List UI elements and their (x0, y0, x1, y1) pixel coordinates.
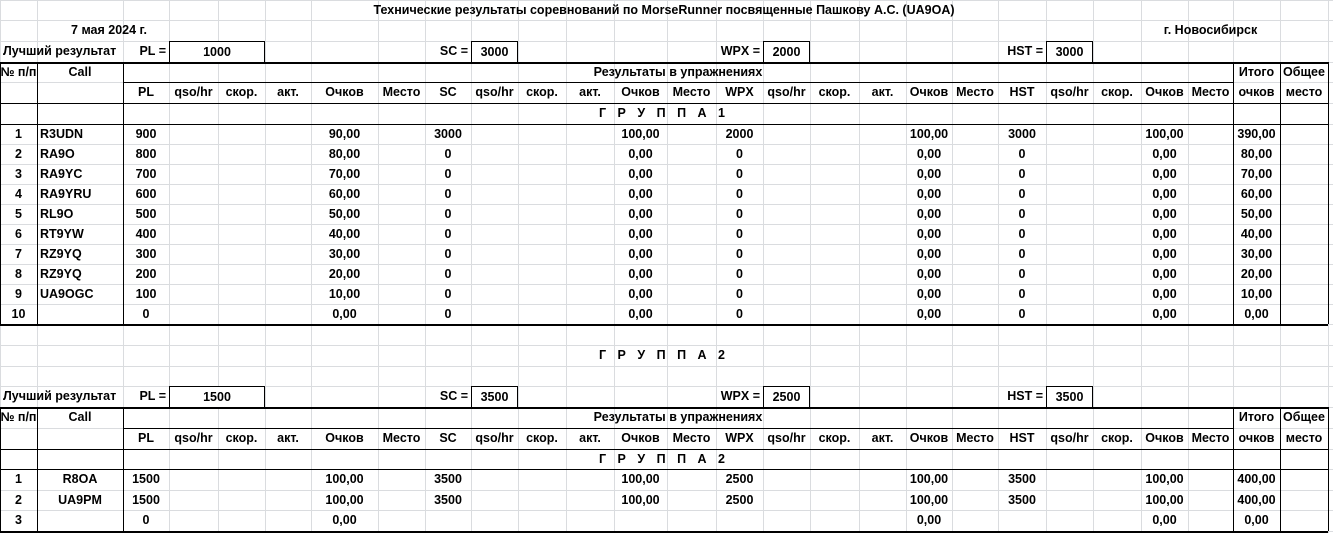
row-number[interactable]: 6 (15, 226, 22, 241)
wpx-eq-label[interactable]: WPX = (720, 389, 760, 404)
row-sc[interactable]: 0 (444, 266, 452, 281)
row-wpx[interactable]: 0 (736, 246, 743, 261)
col-header-sub[interactable]: скор. (225, 85, 258, 100)
row-number[interactable]: 7 (15, 246, 22, 261)
row-sc-points[interactable]: 0,00 (628, 306, 653, 321)
row-sc[interactable] (425, 510, 471, 531)
row-sc-points[interactable]: 0,00 (628, 146, 653, 161)
col-header-sub[interactable]: Очков (621, 85, 660, 100)
row-total[interactable]: 20,00 (1240, 266, 1273, 281)
col-header-sub[interactable]: Очков (1145, 85, 1184, 100)
pl-eq-label[interactable]: PL = (139, 44, 166, 59)
col-header-sub[interactable]: акт. (579, 431, 601, 446)
col-header-call[interactable]: Call (68, 64, 92, 79)
date-label[interactable]: 7 мая 2024 г. (71, 23, 147, 38)
row-wpx-points[interactable]: 0,00 (916, 226, 942, 241)
best-result-label[interactable]: Лучший результат (3, 44, 117, 59)
group-2-heading[interactable]: Г Р У П П А 2 (599, 348, 729, 363)
col-header-sub[interactable]: скор. (225, 431, 258, 446)
row-pl-points[interactable]: 30,00 (328, 246, 361, 261)
row-total[interactable]: 400,00 (1237, 472, 1276, 487)
col-header-sub[interactable]: HST (1009, 85, 1035, 100)
row-wpx-points[interactable]: 0,00 (916, 146, 942, 161)
row-wpx[interactable]: 2500 (725, 472, 754, 487)
row-pl[interactable]: 0 (142, 306, 150, 321)
col-header-sub[interactable]: qso/hr (174, 431, 213, 446)
row-hst-points[interactable]: 0,00 (1152, 513, 1177, 528)
row-pl-points[interactable]: 90,00 (328, 126, 361, 141)
row-hst[interactable]: 0 (1018, 266, 1026, 281)
row-call[interactable]: RZ9YQ (40, 266, 82, 281)
col-header-sub[interactable]: Место (382, 431, 421, 446)
col-header-sub[interactable]: акт. (277, 85, 299, 100)
row-number[interactable]: 1 (15, 472, 22, 487)
row-hst[interactable]: 3500 (1008, 472, 1036, 487)
best-hst-value[interactable]: 3000 (1046, 41, 1093, 63)
col-header-sub[interactable]: скор. (526, 431, 558, 446)
row-wpx-points[interactable]: 0,00 (916, 206, 942, 221)
row-sc[interactable]: 3500 (434, 472, 462, 487)
row-sc[interactable]: 0 (444, 206, 452, 221)
row-sc-points[interactable]: 100,00 (621, 492, 660, 507)
row-sc[interactable]: 0 (444, 226, 452, 241)
row-call[interactable]: RT9YW (40, 226, 84, 241)
hst-eq-label[interactable]: HST = (1007, 389, 1043, 404)
row-sc-points[interactable]: 0,00 (628, 206, 653, 221)
row-hst-points[interactable]: 0,00 (1152, 226, 1177, 241)
row-total[interactable]: 0,00 (1244, 513, 1269, 528)
row-hst[interactable]: 0 (1018, 246, 1026, 261)
row-total[interactable]: 60,00 (1240, 186, 1273, 201)
row-pl[interactable]: 700 (135, 166, 157, 181)
row-wpx-points[interactable]: 100,00 (909, 472, 949, 487)
page-title[interactable]: Технические результаты соревнований по MorseRunner посвященные Пашкову А.С. (UA9OA) (373, 2, 955, 17)
row-hst[interactable]: 0 (1018, 286, 1026, 301)
row-call[interactable]: RL9O (40, 206, 74, 221)
row-total[interactable]: 50,00 (1240, 206, 1273, 221)
col-header-sub[interactable]: qso/hr (767, 431, 806, 446)
row-wpx[interactable]: 0 (736, 266, 743, 281)
best-sc-value[interactable]: 3500 (471, 386, 518, 408)
row-sc-points[interactable]: 0,00 (628, 266, 653, 281)
col-header-results[interactable]: Результаты в упражнениях (593, 64, 763, 79)
col-header-sub[interactable]: Место (1191, 85, 1230, 100)
row-pl[interactable]: 300 (135, 246, 157, 261)
row-hst-points[interactable]: 100,00 (1145, 472, 1184, 487)
row-call[interactable]: RA9YC (40, 166, 83, 181)
col-header-sub[interactable]: PL (138, 431, 154, 446)
row-hst-points[interactable]: 0,00 (1152, 186, 1177, 201)
col-header-points-total[interactable]: очков (1238, 85, 1275, 100)
col-header-sub[interactable]: qso/hr (1050, 431, 1089, 446)
group-1-title[interactable]: Г Р У П П А 1 (599, 106, 729, 121)
row-number[interactable]: 1 (15, 126, 22, 141)
row-total[interactable]: 40,00 (1240, 226, 1273, 241)
row-hst-points[interactable]: 0,00 (1152, 246, 1177, 261)
row-hst[interactable]: 0 (1018, 226, 1026, 241)
col-header-sub[interactable]: qso/hr (475, 85, 514, 100)
row-pl-points[interactable]: 100,00 (325, 492, 364, 507)
row-pl[interactable]: 900 (135, 126, 157, 141)
col-header-sub[interactable]: скор. (526, 85, 558, 100)
col-header-total[interactable]: Итого (1238, 410, 1275, 425)
col-header-sub[interactable]: Очков (1145, 431, 1184, 446)
row-call[interactable]: R8OA (62, 472, 98, 487)
row-sc[interactable]: 0 (444, 246, 452, 261)
row-call[interactable] (37, 304, 123, 324)
best-wpx-value[interactable]: 2500 (763, 386, 810, 408)
row-total[interactable]: 400,00 (1237, 492, 1276, 507)
best-pl-value[interactable]: 1500 (169, 386, 265, 408)
col-header-sub[interactable]: qso/hr (475, 431, 514, 446)
row-hst-points[interactable]: 100,00 (1145, 492, 1184, 507)
row-call[interactable] (37, 510, 123, 531)
col-header-sub[interactable]: Место (672, 85, 711, 100)
row-hst[interactable]: 0 (1018, 306, 1026, 321)
row-wpx-points[interactable]: 0,00 (916, 166, 942, 181)
row-hst[interactable]: 0 (1018, 206, 1026, 221)
col-header-sub[interactable]: акт. (871, 85, 894, 100)
row-number[interactable]: 10 (11, 306, 26, 321)
row-pl[interactable]: 0 (142, 513, 150, 528)
row-sc[interactable]: 0 (444, 286, 452, 301)
row-sc[interactable]: 0 (444, 146, 452, 161)
row-hst-points[interactable]: 0,00 (1152, 146, 1177, 161)
row-number[interactable]: 3 (15, 513, 22, 528)
col-header-sub[interactable]: qso/hr (1050, 85, 1089, 100)
row-hst[interactable] (998, 510, 1046, 531)
row-hst[interactable]: 0 (1018, 186, 1026, 201)
row-hst-points[interactable]: 0,00 (1152, 266, 1177, 281)
sc-eq-label[interactable]: SC = (439, 44, 468, 59)
row-call[interactable]: UA9OGC (40, 286, 94, 301)
col-header-sub[interactable]: Место (1191, 431, 1230, 446)
col-header-sub[interactable]: скор. (1101, 85, 1133, 100)
row-pl-points[interactable]: 10,00 (328, 286, 361, 301)
row-sc-points[interactable]: 100,00 (621, 472, 660, 487)
row-number[interactable]: 5 (15, 206, 22, 221)
col-header-sub[interactable]: Очков (325, 85, 364, 100)
col-header-sub[interactable]: Очков (909, 431, 949, 446)
col-header-sub[interactable]: Место (956, 431, 994, 446)
col-header-sub[interactable]: qso/hr (174, 85, 213, 100)
row-wpx[interactable]: 0 (736, 166, 743, 181)
row-total[interactable]: 70,00 (1240, 166, 1273, 181)
col-header-sub[interactable]: WPX (725, 85, 754, 100)
col-header-sub[interactable]: акт. (579, 85, 601, 100)
col-header-sub[interactable]: скор. (818, 85, 851, 100)
row-wpx-points[interactable]: 0,00 (916, 266, 942, 281)
row-wpx[interactable]: 2500 (725, 492, 754, 507)
row-wpx[interactable]: 0 (736, 146, 743, 161)
col-header-sub[interactable]: SC (439, 431, 457, 446)
wpx-eq-label[interactable]: WPX = (720, 44, 760, 59)
row-hst[interactable]: 3000 (1008, 126, 1036, 141)
row-sc-points[interactable]: 100,00 (621, 126, 660, 141)
row-wpx-points[interactable]: 100,00 (909, 492, 949, 507)
row-pl-points[interactable]: 0,00 (332, 306, 357, 321)
row-call[interactable]: RA9YRU (40, 186, 92, 201)
row-hst[interactable]: 3500 (1008, 492, 1036, 507)
row-number[interactable]: 3 (15, 166, 22, 181)
row-number[interactable]: 8 (15, 266, 22, 281)
col-header-sub[interactable]: qso/hr (767, 85, 806, 100)
row-wpx-points[interactable]: 0,00 (916, 246, 942, 261)
col-header-sub[interactable]: акт. (871, 431, 894, 446)
row-sc[interactable]: 3500 (434, 492, 462, 507)
col-header-results[interactable]: Результаты в упражнениях (593, 410, 763, 425)
row-pl[interactable]: 600 (135, 186, 157, 201)
row-call[interactable]: UA9PM (58, 492, 102, 507)
row-wpx[interactable]: 0 (736, 286, 743, 301)
row-number[interactable]: 4 (15, 186, 22, 201)
col-header-sub[interactable]: HST (1009, 431, 1035, 446)
row-pl-points[interactable]: 100,00 (325, 472, 364, 487)
row-wpx[interactable]: 2000 (725, 126, 754, 141)
row-sc-points[interactable]: 0,00 (628, 286, 653, 301)
row-total[interactable]: 10,00 (1240, 286, 1273, 301)
best-sc-value[interactable]: 3000 (471, 41, 518, 63)
col-header-place-overall[interactable]: место (1285, 431, 1323, 446)
city-label[interactable]: г. Новосибирск (1163, 23, 1258, 38)
row-total[interactable]: 0,00 (1244, 306, 1269, 321)
row-pl-points[interactable]: 20,00 (328, 266, 361, 281)
row-wpx-points[interactable]: 0,00 (916, 186, 942, 201)
row-pl[interactable]: 500 (135, 206, 157, 221)
row-hst-points[interactable]: 0,00 (1152, 286, 1177, 301)
row-pl-points[interactable]: 80,00 (328, 146, 361, 161)
row-sc-points[interactable] (614, 510, 667, 531)
row-hst[interactable]: 0 (1018, 146, 1026, 161)
row-pl-points[interactable]: 60,00 (328, 186, 361, 201)
row-wpx-points[interactable]: 0,00 (916, 513, 942, 528)
col-header-sub[interactable]: Очков (909, 85, 949, 100)
row-pl[interactable]: 200 (135, 266, 157, 281)
row-wpx-points[interactable]: 0,00 (916, 306, 942, 321)
row-wpx[interactable]: 0 (736, 226, 743, 241)
row-sc[interactable]: 0 (444, 306, 452, 321)
row-sc-points[interactable]: 0,00 (628, 226, 653, 241)
col-header-overall[interactable]: Общее (1283, 64, 1325, 79)
row-wpx[interactable]: 0 (736, 306, 743, 321)
row-call[interactable]: R3UDN (40, 126, 84, 141)
row-hst-points[interactable]: 0,00 (1152, 166, 1177, 181)
row-total[interactable]: 390,00 (1237, 126, 1276, 141)
row-number[interactable]: 9 (15, 286, 22, 301)
row-total[interactable]: 80,00 (1240, 146, 1273, 161)
row-pl-points[interactable]: 40,00 (328, 226, 361, 241)
col-header-sub[interactable]: скор. (818, 431, 851, 446)
col-header-points-total[interactable]: очков (1238, 431, 1275, 446)
row-number[interactable]: 2 (15, 492, 22, 507)
col-header-sub[interactable]: SC (439, 85, 457, 100)
best-result-label[interactable]: Лучший результат (3, 389, 117, 404)
row-call[interactable]: RA9O (40, 146, 75, 161)
col-header-number[interactable]: № п/п (0, 410, 37, 425)
row-pl-points[interactable]: 70,00 (328, 166, 361, 181)
best-wpx-value[interactable]: 2000 (763, 41, 810, 63)
row-wpx-points[interactable]: 0,00 (916, 286, 942, 301)
col-header-sub[interactable]: Место (956, 85, 994, 100)
col-header-call[interactable]: Call (68, 410, 92, 425)
col-header-sub[interactable]: скор. (1101, 431, 1133, 446)
col-header-sub[interactable]: Очков (325, 431, 364, 446)
col-header-place-overall[interactable]: место (1285, 85, 1323, 100)
row-hst-points[interactable]: 0,00 (1152, 306, 1177, 321)
row-sc-points[interactable]: 0,00 (628, 186, 653, 201)
col-header-number[interactable]: № п/п (0, 64, 37, 79)
row-call[interactable]: RZ9YQ (40, 246, 82, 261)
best-hst-value[interactable]: 3500 (1046, 386, 1093, 408)
row-sc-points[interactable]: 0,00 (628, 166, 653, 181)
row-wpx-points[interactable]: 100,00 (909, 126, 949, 141)
sc-eq-label[interactable]: SC = (439, 389, 468, 404)
row-sc[interactable]: 0 (444, 166, 452, 181)
col-header-sub[interactable]: Очков (621, 431, 660, 446)
row-hst-points[interactable]: 100,00 (1145, 126, 1184, 141)
col-header-sub[interactable]: акт. (277, 431, 299, 446)
row-wpx[interactable]: 0 (736, 186, 743, 201)
row-total[interactable]: 30,00 (1240, 246, 1273, 261)
group-2-title[interactable]: Г Р У П П А 2 (599, 451, 729, 466)
col-header-overall[interactable]: Общее (1283, 410, 1325, 425)
row-number[interactable]: 2 (15, 146, 22, 161)
col-header-sub[interactable]: Место (672, 431, 711, 446)
row-pl[interactable]: 1500 (132, 472, 160, 487)
row-pl-points[interactable]: 50,00 (328, 206, 361, 221)
pl-eq-label[interactable]: PL = (139, 389, 166, 404)
best-pl-value[interactable]: 1000 (169, 41, 265, 63)
row-pl-points[interactable]: 0,00 (332, 513, 357, 528)
hst-eq-label[interactable]: HST = (1007, 44, 1043, 59)
row-pl[interactable]: 1500 (132, 492, 160, 507)
col-header-sub[interactable]: WPX (725, 431, 754, 446)
col-header-total[interactable]: Итого (1238, 64, 1275, 79)
row-pl[interactable]: 100 (135, 286, 157, 301)
col-header-sub[interactable]: PL (138, 85, 154, 100)
row-sc[interactable]: 0 (444, 186, 452, 201)
row-sc-points[interactable]: 0,00 (628, 246, 653, 261)
row-wpx[interactable] (716, 510, 763, 531)
row-sc[interactable]: 3000 (434, 126, 462, 141)
row-pl[interactable]: 400 (135, 226, 157, 241)
row-wpx[interactable]: 0 (736, 206, 743, 221)
col-header-sub[interactable]: Место (382, 85, 421, 100)
row-hst[interactable]: 0 (1018, 166, 1026, 181)
row-hst-points[interactable]: 0,00 (1152, 206, 1177, 221)
row-pl[interactable]: 800 (135, 146, 157, 161)
